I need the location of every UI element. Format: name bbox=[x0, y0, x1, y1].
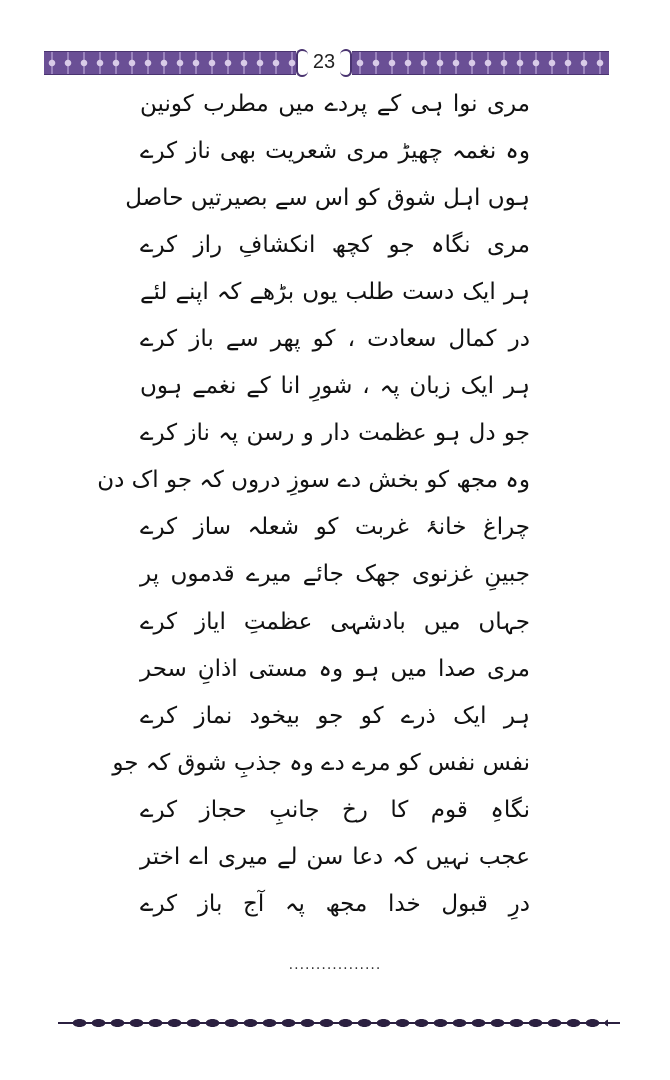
verse-line: وہ نغمہ چھیڑ مری شعریت بھی ناز کرے bbox=[140, 137, 530, 164]
verse-line: درِ قبول خدا مجھ پہ آج باز کرے bbox=[140, 891, 530, 918]
verse-line: ہوں اہل شوق کو اس سے بصیرتیں حاصل bbox=[125, 184, 530, 211]
verse-line: چراغ خانۂ غربت کو شعلہ ساز کرے bbox=[140, 514, 530, 541]
page-header bbox=[44, 47, 609, 77]
verse-line: نگاہِ قوم کا رخ جانبِ حجاز کرے bbox=[140, 796, 530, 823]
verse-line: مری نوا ہی کے پردے میں مطرب کونین bbox=[140, 90, 530, 117]
verse-line: ہر ایک ذرے کو جو بیخود نماز کرے bbox=[140, 702, 530, 729]
verse-line: عجب نہیں کہ دعا سن لے میری اے اختر bbox=[140, 844, 530, 871]
verse-line: در کمال سعادت ، کو پھر سے باز کرے bbox=[140, 326, 530, 353]
verse-line: وہ مجھ کو بخش دے سوزِ دروں کہ جو اک دن bbox=[97, 467, 530, 494]
ornamental-band-left bbox=[44, 51, 296, 75]
verse-line: ہر ایک دست طلب یوں بڑھے کہ اپنے لئے bbox=[140, 278, 530, 305]
footer-diamonds bbox=[70, 1018, 608, 1028]
footer-ornament bbox=[58, 1018, 620, 1028]
verse-line: نفس نفس کو مرے دے وہ جذبِ شوق کہ جو bbox=[112, 749, 530, 776]
verse-line: ہر ایک زبان پہ ، شورِ انا کے نغمے ہوں bbox=[140, 373, 530, 400]
verse-line: جو دل ہو عظمت دار و رسن پہ ناز کرے bbox=[140, 420, 530, 447]
verse-line: جہاں میں بادشہی عظمتِ ایاز کرے bbox=[140, 608, 530, 635]
poem bbox=[97, 80, 530, 928]
verse-line: جبینِ غزنوی جھک جائے میرے قدموں پر bbox=[140, 561, 530, 588]
ornamental-band-right bbox=[352, 51, 609, 75]
verse-line: مری صدا میں ہو وہ مستی اذانِ سحر bbox=[140, 655, 530, 682]
page-number: 23 bbox=[296, 47, 352, 77]
verse-line: مری نگاہ جو کچھ انکشافِ راز کرے bbox=[140, 231, 530, 258]
end-dots: ................. bbox=[288, 957, 382, 973]
